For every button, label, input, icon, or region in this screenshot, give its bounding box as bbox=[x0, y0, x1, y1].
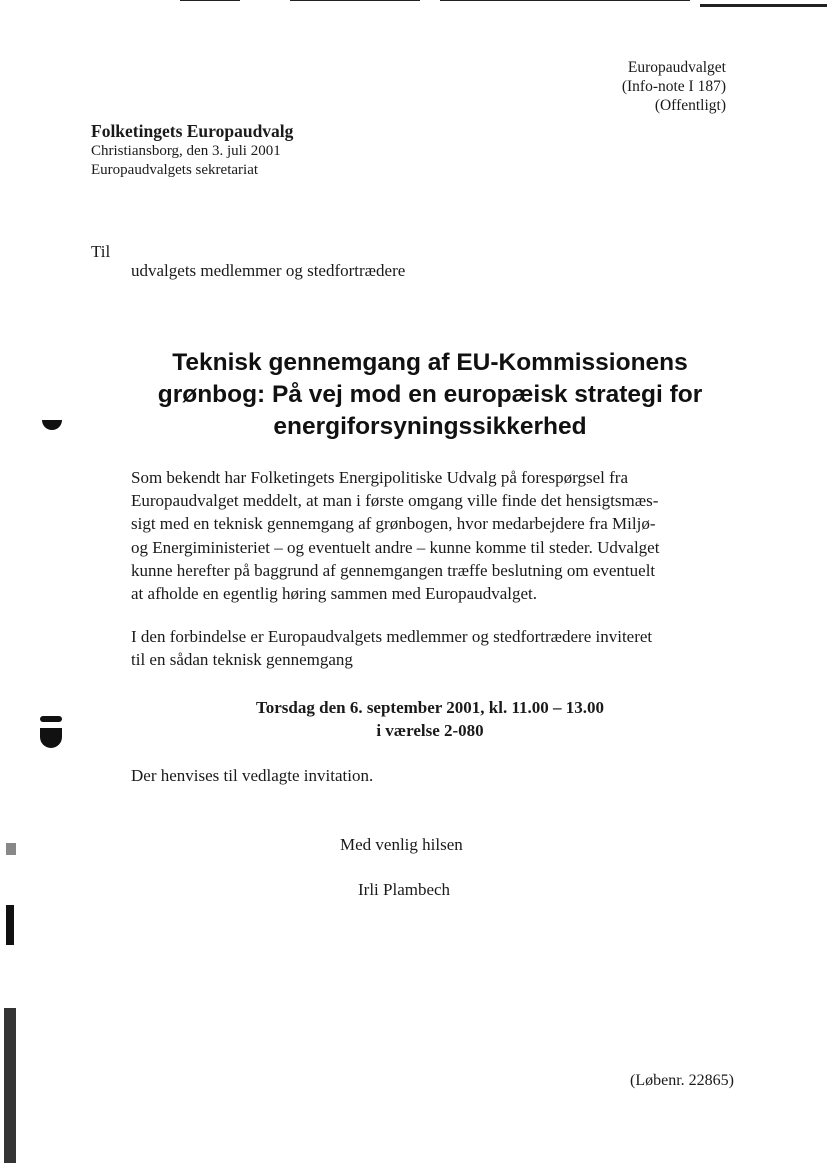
scan-artifact-edge-bar bbox=[6, 905, 14, 945]
scan-artifact-hole-punch bbox=[42, 420, 62, 430]
scan-artifact-edge-bar bbox=[4, 1008, 16, 1163]
scan-artifact-top-line bbox=[440, 0, 690, 1]
closing-greeting: Med venlig hilsen bbox=[340, 835, 463, 854]
paragraph-line: I den forbindelse er Europaudvalgets medlemmer og stedfortrædere inviteret bbox=[131, 627, 653, 646]
sender-department: Europaudvalgets sekretariat bbox=[91, 162, 259, 178]
scan-artifact-top-line bbox=[700, 4, 827, 7]
meeting-details bbox=[160, 696, 700, 742]
reference-committee: Europaudvalget bbox=[627, 59, 726, 76]
scan-artifact-hole-punch bbox=[40, 728, 62, 748]
reference-info-note: (Info-note I 187) bbox=[621, 78, 726, 95]
reference-classification: (Offentligt) bbox=[654, 97, 726, 114]
scan-artifact-top-line bbox=[180, 0, 240, 1]
paragraph-line: og Energiministeriet – og eventuelt andre – kunne komme til steder. Udvalget bbox=[131, 537, 660, 557]
paragraph-line: Som bekendt har Folketingets Energipolitiske Udvalg på forespørgsel fra bbox=[131, 468, 628, 487]
title-line: Teknisk gennemgang af EU-Kommissionens bbox=[172, 349, 688, 376]
paragraph-line: kunne herefter på baggrund af gennemgangen træffe beslutning om eventuelt bbox=[131, 560, 656, 580]
sender-place-date: Christiansborg, den 3. juli 2001 bbox=[91, 143, 281, 159]
signature-name: Irli Plambech bbox=[358, 880, 451, 899]
scan-artifact-hole-punch bbox=[40, 716, 62, 722]
title-line: energiforsyningssikkerhed bbox=[273, 413, 587, 440]
body-paragraph-2 bbox=[131, 625, 652, 671]
serial-number: (Løbenr. 22865) bbox=[630, 1072, 734, 1089]
document-title bbox=[120, 347, 740, 443]
attachment-reference: Der henvises til vedlagte invitation. bbox=[131, 766, 374, 785]
sender-organization: Folketingets Europaudvalg bbox=[91, 121, 294, 141]
paragraph-line: Europaudvalget meddelt, at man i første omgang ville finde det hensigtsmæs- bbox=[131, 491, 659, 511]
meeting-datetime: Torsdag den 6. september 2001, kl. 11.00 – 13.00 bbox=[255, 698, 605, 717]
paragraph-line: til en sådan teknisk gennemgang bbox=[131, 650, 353, 670]
recipient-label: Til bbox=[91, 242, 111, 261]
meeting-room: i værelse 2-080 bbox=[376, 721, 484, 740]
scan-artifact-top-line bbox=[290, 0, 420, 1]
sender-block bbox=[91, 120, 293, 180]
paragraph-line: at afholde en egentlig høring sammen med Europaudvalget. bbox=[131, 584, 537, 604]
recipient-list: udvalgets medlemmer og stedfortrædere bbox=[131, 261, 406, 280]
paragraph-line: sigt med en teknisk gennemgang af grønbogen, hvor medarbejdere fra Miljø- bbox=[131, 514, 656, 534]
scan-artifact-speck bbox=[6, 843, 16, 855]
title-line: grønbog: På vej mod en europæisk strategi for bbox=[157, 381, 703, 408]
body-paragraph-1 bbox=[131, 466, 659, 605]
reference-block bbox=[622, 58, 726, 115]
